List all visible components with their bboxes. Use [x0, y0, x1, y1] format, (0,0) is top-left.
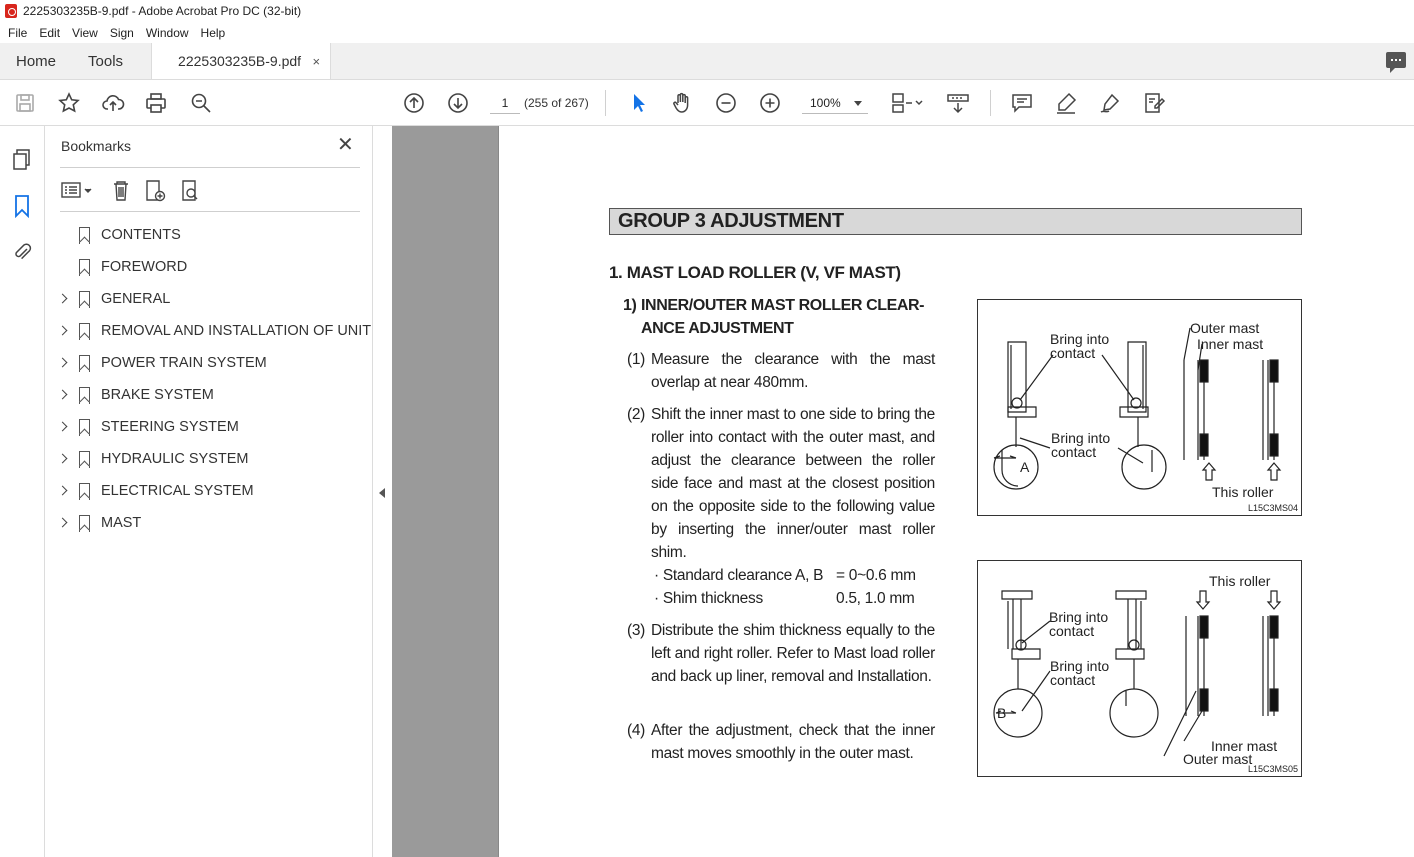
bookmark-tools: [61, 178, 221, 204]
page-count: (255 of 267): [524, 96, 589, 110]
group-title: GROUP 3 ADJUSTMENT: [609, 208, 1302, 235]
chevron-right-icon[interactable]: [58, 422, 68, 432]
bookmarks-panel: [45, 126, 373, 857]
bookmark-item-brake-system[interactable]: [45, 380, 373, 412]
bookmark-item-foreword[interactable]: [45, 252, 373, 284]
bookmark-label: POWER TRAIN SYSTEM: [101, 355, 267, 371]
step-text: Distribute the shim thickness equally to the left and right roller. Refer to Mast load roller and back up liner, removal and Installation.: [651, 622, 935, 685]
bookmark-icon: [79, 291, 90, 308]
upload-cloud-icon[interactable]: [100, 90, 126, 116]
save-icon[interactable]: [12, 90, 38, 116]
highlight-pen-icon[interactable]: [1053, 90, 1079, 116]
bookmark-item-removal-and-installation-of-unit[interactable]: [45, 316, 373, 348]
label-bring-into-contact: Bring into contact: [1051, 430, 1111, 460]
subsection-text: INNER/OUTER MAST ROLLER CLEAR-ANCE ADJUSTMENT: [641, 297, 925, 337]
label-inner-mast: Inner mast: [1211, 738, 1278, 754]
figure-code: L15C3MS04: [1247, 503, 1298, 513]
select-cursor-icon[interactable]: [625, 90, 651, 116]
bookmark-icon: [79, 387, 90, 404]
step-1: [627, 348, 935, 394]
step-number: (2): [627, 406, 646, 423]
label-inner-mast: Inner mast: [1197, 336, 1264, 352]
toolbar-divider: [990, 90, 991, 116]
label-this-roller: This roller: [1209, 573, 1271, 589]
tab-tools[interactable]: Tools: [88, 52, 124, 70]
menu-file[interactable]: File: [8, 25, 28, 40]
subsection-number: 1): [623, 297, 637, 314]
print-icon[interactable]: [143, 90, 169, 116]
chevron-right-icon[interactable]: [58, 486, 68, 496]
main-toolbar: [0, 80, 1414, 126]
hand-tool-icon[interactable]: [669, 90, 695, 116]
zoom-level-dropdown[interactable]: [802, 92, 868, 114]
collapse-panel-handle[interactable]: [374, 126, 392, 857]
window-title: 2225303235B-9.pdf - Adobe Acrobat Pro DC (32-bit): [23, 4, 302, 18]
next-page-icon[interactable]: [445, 90, 471, 116]
bookmark-label: ELECTRICAL SYSTEM: [101, 483, 254, 499]
step-4: [627, 719, 935, 765]
menu-bar: [0, 22, 1414, 43]
subsection-heading: [623, 294, 953, 340]
zoom-out-icon[interactable]: [713, 90, 739, 116]
bookmark-label: BRAKE SYSTEM: [101, 387, 214, 403]
step-number: (3): [627, 622, 646, 639]
chevron-right-icon[interactable]: [58, 454, 68, 464]
bookmark-label: HYDRAULIC SYSTEM: [101, 451, 249, 467]
bookmark-icon: [79, 259, 90, 276]
bookmark-item-steering-system[interactable]: [45, 412, 373, 444]
label-b: B: [997, 705, 1007, 721]
bookmark-label: REMOVAL AND INSTALLATION OF UNIT: [101, 323, 372, 339]
bullet-value: 0.5, 1.0 mm: [836, 590, 915, 607]
bookmark-label: GENERAL: [101, 291, 171, 307]
bookmark-item-power-train-system[interactable]: [45, 348, 373, 380]
tab-bar: [0, 43, 1414, 80]
bookmark-label: STEERING SYSTEM: [101, 419, 239, 435]
star-icon[interactable]: [56, 90, 82, 116]
delete-bookmark-icon: [114, 182, 128, 200]
menu-help[interactable]: Help: [200, 25, 226, 40]
menu-window[interactable]: Window: [145, 25, 189, 40]
bookmark-label: CONTENTS: [101, 227, 181, 243]
bullet-clearance: [654, 564, 916, 587]
zoom-level-value: 100%: [810, 96, 841, 110]
scroll-mode-icon[interactable]: [945, 90, 971, 116]
new-bookmark-icon: [147, 181, 165, 201]
bookmark-options-icon: [62, 183, 91, 197]
bookmark-item-mast[interactable]: [45, 508, 373, 540]
chevron-right-icon[interactable]: [58, 518, 68, 528]
page-thumbnails-icon[interactable]: [11, 148, 33, 172]
bookmark-icon: [79, 323, 90, 340]
bookmark-item-hydraulic-system[interactable]: [45, 444, 373, 476]
step-3: [627, 619, 935, 688]
label-bring-into-contact: Bring into contact: [1049, 609, 1109, 639]
zoom-in-icon[interactable]: [757, 90, 783, 116]
tab-home[interactable]: Home: [16, 52, 57, 70]
bookmark-label: MAST: [101, 515, 142, 531]
figure-code: L15C3MS05: [1247, 764, 1298, 774]
bookmark-icon: [79, 355, 90, 372]
chevron-right-icon[interactable]: [58, 326, 68, 336]
bookmark-item-contents[interactable]: [45, 220, 373, 252]
label-this-roller: This roller: [1212, 484, 1274, 500]
bookmark-item-electrical-system[interactable]: [45, 476, 373, 508]
previous-page-icon[interactable]: [401, 90, 427, 116]
chevron-right-icon[interactable]: [58, 358, 68, 368]
label-bring-into-contact: Bring into contact: [1050, 658, 1110, 688]
edit-pdf-icon[interactable]: [1141, 90, 1167, 116]
bookmark-icon: [79, 227, 90, 244]
bookmark-item-general[interactable]: [45, 284, 373, 316]
step-2: [627, 403, 935, 564]
paperclip-icon[interactable]: [11, 240, 33, 264]
collapse-arrow-icon: [379, 488, 385, 498]
figure-roller-clearance-b: [977, 560, 1302, 777]
close-icon[interactable]: ✕: [337, 134, 354, 156]
page-number-input[interactable]: 1: [490, 92, 520, 114]
step-text: Measure the clearance with the mast overlap at near 480mm.: [651, 351, 935, 391]
step-number: (4): [627, 722, 646, 739]
bookmark-list: [45, 220, 373, 540]
label-bring-into-contact: Bring into contact: [1050, 331, 1110, 361]
bullet-value: = 0~0.6 mm: [836, 567, 916, 584]
bullet-label: · Standard clearance A, B: [654, 567, 824, 584]
bookmark-icon: [79, 451, 90, 468]
menu-sign[interactable]: Sign: [109, 25, 134, 40]
menu-view[interactable]: View: [72, 25, 98, 40]
zoom-search-icon[interactable]: [188, 90, 214, 116]
chevron-right-icon[interactable]: [58, 294, 68, 304]
panel-divider: [60, 211, 360, 212]
bookmark-panel-icon[interactable]: [11, 194, 33, 218]
panel-divider: [60, 167, 360, 168]
step-number: (1): [627, 351, 646, 368]
label-a: A: [1020, 459, 1030, 475]
draw-sign-icon[interactable]: [1097, 90, 1123, 116]
step-text: After the adjustment, check that the inner mast moves smoothly in the outer mast.: [651, 722, 935, 762]
pdf-page: [498, 126, 1414, 857]
chevron-right-icon[interactable]: [58, 390, 68, 400]
tab-close-icon[interactable]: ×: [312, 53, 321, 69]
section-heading: 1. MAST LOAD ROLLER (V, VF MAST): [609, 263, 901, 282]
page-display-icon[interactable]: [890, 90, 926, 116]
bookmark-icon: [79, 515, 90, 532]
label-outer-mast: Outer mast: [1190, 320, 1260, 336]
comment-icon[interactable]: [1009, 90, 1035, 116]
step-text: Shift the inner mast to one side to bring the roller into contact with the outer mast, and adjust the clearance between the roller side face and mast at the closest position on the opposite side to the following value by inserting the inner/outer mast roller shim.: [651, 406, 935, 561]
bookmarks-title: Bookmarks: [61, 138, 132, 154]
window-titlebar: [0, 0, 1414, 22]
figure-roller-clearance-a: [977, 299, 1302, 516]
bookmark-search-icon: [183, 181, 197, 200]
tab-document-label: 2225303235B-9.pdf: [178, 53, 302, 69]
viewer-background: [392, 126, 498, 857]
bullet-label: · Shim thickness: [654, 590, 763, 607]
chevron-down-icon: [854, 101, 862, 106]
tab-document[interactable]: [151, 43, 331, 79]
toolbar-divider: [605, 90, 606, 116]
comment-bubble-icon[interactable]: [1386, 52, 1406, 68]
bookmark-icon: [79, 419, 90, 436]
bookmark-icon: [79, 483, 90, 500]
menu-edit[interactable]: Edit: [39, 25, 61, 40]
bullet-shim: [654, 587, 915, 610]
acrobat-app-icon: [5, 4, 17, 18]
label-outer-mast: Outer mast: [1183, 751, 1253, 767]
bookmark-label: FOREWORD: [101, 259, 188, 275]
navigation-rail: [0, 126, 45, 857]
